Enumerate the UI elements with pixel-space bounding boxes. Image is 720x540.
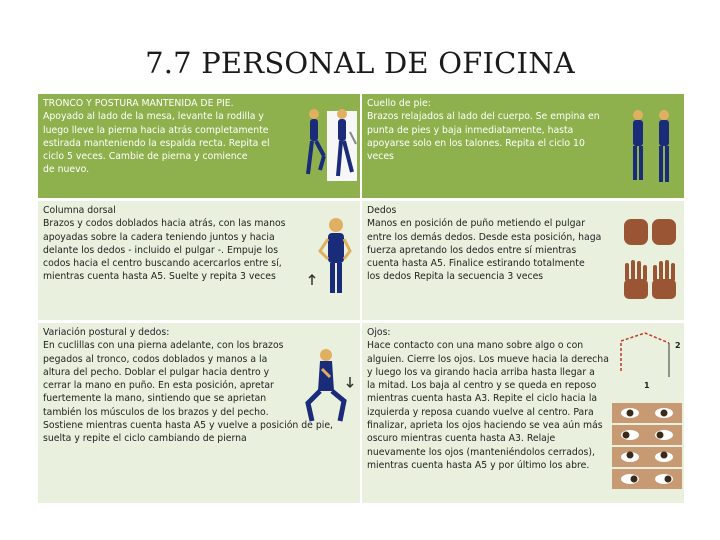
exercise-cell-posture bbox=[38, 323, 360, 503]
exercise-text-posture: Variación postural y dedos: En cuclillas con una pierna adelante, con los brazos pegados al tronco, codos doblados y manos a la altura del pecho. Doblar el pulgar hacia dentro y cerrar la mano en puño. En esta posición, apretar fuertemente la mano, sintiendo que se aprietan también los músculos de los brazos y del pecho. Sostiene mientras cuenta hasta A5 y vuelve a posición de pie, suelta y repite el ciclo cambiando de pierna bbox=[43, 327, 334, 445]
exercise-text-fingers: Dedos Manos en posición de puño metiendo el pulgar entre los demás dedos. Desde esta posición, haga fuerza apretando los dedos entre sí mientras cuenta hasta A5. Finalice estirando totalmente los dedos Repita la secuencia 3 veces bbox=[367, 205, 602, 283]
exercise-text-neck: Cuello de pie: Brazos relajados al lado del cuerpo. Se empina en punta de pies y baja inmediatamente, hasta apoyarse solo en los talones. Repita el ciclo 10 veces bbox=[367, 98, 600, 163]
exercise-table bbox=[38, 94, 684, 503]
page-title: 7.7 PERSONAL DE OFICINA bbox=[145, 46, 575, 80]
exercise-cell-trunk bbox=[38, 94, 360, 198]
standing-leg-raise-icon bbox=[300, 104, 360, 188]
exercise-cell-eyes bbox=[362, 323, 684, 503]
squat-figure-icon bbox=[300, 347, 356, 429]
exercise-text-spine: Columna dorsal Brazos y codos doblados hacia atrás, con las manos apoyadas sobre la cadera teniendo juntos y hacia delante los dedos - incluido el pulgar -. Empuje los codos hacia el centro buscando acercarlos entre sí, mientras cuenta hasta A5. Suelte y repita 3 veces bbox=[43, 205, 286, 283]
tiptoe-stand-icon bbox=[624, 106, 680, 192]
diagram-label-2: 2 bbox=[675, 341, 681, 350]
exercise-cell-fingers bbox=[362, 201, 684, 320]
exercise-text-eyes: Ojos: Hace contacto con una mano sobre algo o con alguien. Cierre los ojos. Los mueve hacia la derecha y luego los va girando hacia arriba hasta llegar a la mitad. Los baja al centro y se queda en reposo mientras cuenta hasta A3. Repite el ciclo hacia la izquierda y reposa cuando vuelve al centro. Para finalizar, aprieta los ojos haciendo se vea aún más oscuro mientras cuenta hasta A3. Relaje nuevamente los ojos (manteniéndolos cerrados), mientras cuenta hasta A5 y por último los abre. bbox=[367, 327, 609, 471]
hands-on-hips-icon bbox=[306, 211, 356, 301]
eyes-icon bbox=[612, 403, 682, 489]
eye-movement-diagram bbox=[615, 331, 683, 379]
exercise-cell-neck bbox=[362, 94, 684, 198]
diagram-label-1: 1 bbox=[644, 381, 650, 390]
fist-and-open-hands-icon bbox=[618, 205, 684, 313]
exercise-text-trunk: TRONCO Y POSTURA MANTENIDA DE PIE. Apoyado al lado de la mesa, levante la rodilla y luego lleve la pierna hacia atrás completamente estirada manteniendo la espalda recta. Repita el ciclo 5 veces. Cambie de pierna y comience de nuevo. bbox=[43, 98, 270, 176]
exercise-cell-spine bbox=[38, 201, 360, 320]
